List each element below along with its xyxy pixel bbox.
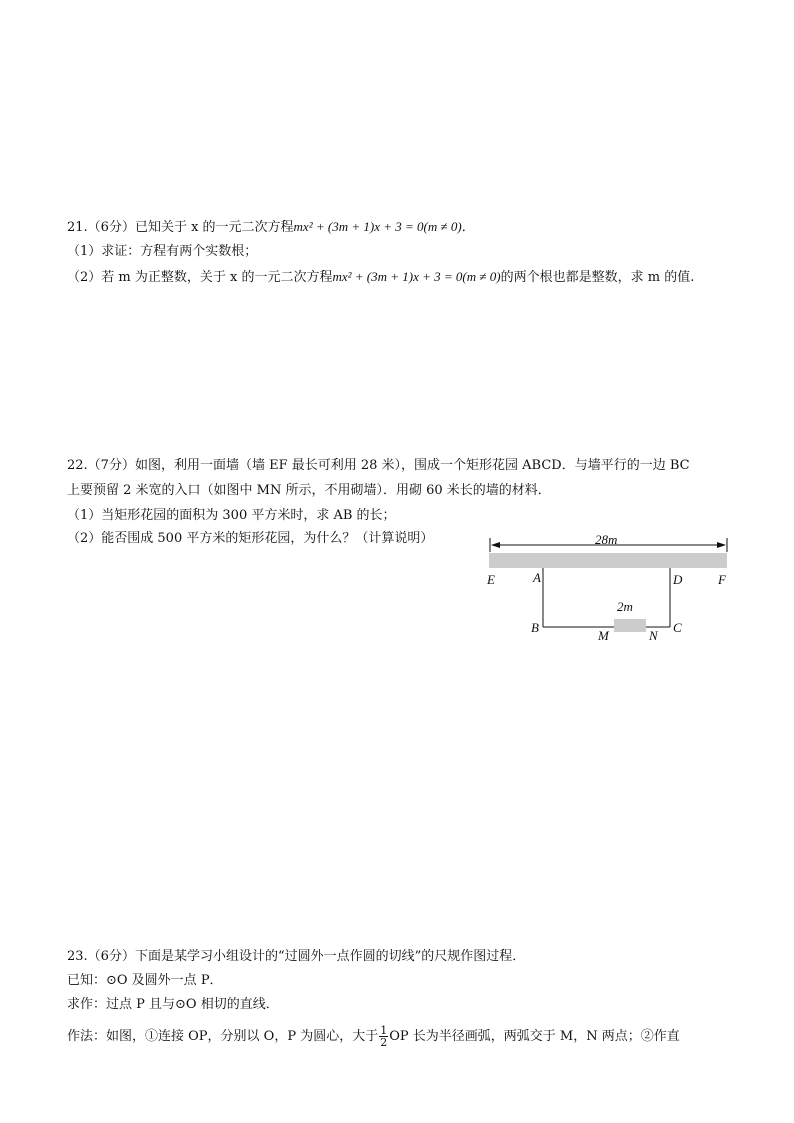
q21-intro: 21.（6分）已知关于 x 的一元二次方程 — [67, 220, 294, 235]
half-fraction — [379, 1025, 388, 1048]
label-f: F — [718, 572, 726, 587]
q22-line2: 上要预留 2 米宽的入口（如图中 MN 所示，不用砌墙）．用砌 60 米长的墙的材料． — [67, 483, 551, 498]
q22-line1: 22.（7分）如图，利用一面墙（墙 EF 最长可利用 28 米），围成一个矩形花园 ABCD．与墙平行的一边 BC — [67, 458, 690, 473]
q21-part2-equation: mx² + (3m + 1)x + 3 = 0(m ≠ 0) — [332, 269, 501, 284]
arrow-right-icon — [717, 542, 726, 548]
q21-intro-end: ． — [461, 220, 475, 235]
q23-given: 已知：⊙O 及圆外一点 P． — [67, 973, 223, 988]
label-d: D — [673, 572, 683, 587]
q21-part2-prefix: （2）若 m 为正整数，关于 x 的一元二次方程 — [67, 270, 333, 285]
label-2m: 2m — [617, 599, 633, 614]
q23-line1: 23.（6分）下面是某学习小组设计的“过圆外一点作圆的切线”的尺规作图过程． — [67, 949, 526, 964]
q23-method-suffix: OP 长为半径画弧，两弧交于 M，N 两点；②作直 — [389, 1029, 680, 1044]
label-b: B — [531, 620, 539, 635]
wall-ef — [489, 553, 727, 568]
q23-method — [67, 1025, 680, 1048]
q22-part2: （2）能否围成 500 平方米的矩形花园，为什么？（计算说明） — [67, 531, 434, 546]
q23-task: 求作：过点 P 且与⊙O 相切的直线． — [67, 997, 279, 1012]
label-28m: 28m — [595, 532, 618, 547]
fraction-denominator: 2 — [380, 1036, 388, 1049]
q21-part1: （1）求证：方程有两个实数根； — [67, 244, 258, 259]
q21-equation: mx² + (3m + 1)x + 3 = 0(m ≠ 0) — [293, 219, 462, 234]
entrance-mn — [614, 619, 646, 632]
q21-line1 — [67, 218, 475, 237]
label-a: A — [533, 570, 541, 585]
label-c: C — [673, 620, 682, 635]
label-m: M — [598, 628, 609, 643]
q21-part2-suffix: 的两个根也都是整数，求 m 的值. — [500, 270, 695, 285]
arrow-left-icon — [491, 542, 500, 548]
label-e: E — [487, 572, 495, 587]
q23-method-prefix: 作法：如图，①连接 OP，分别以 O，P 为圆心，大于 — [67, 1029, 379, 1044]
q21-part2 — [67, 268, 694, 287]
q22-part1: （1）当矩形花园的面积为 300 平方米时，求 AB 的长； — [67, 508, 396, 523]
label-n: N — [649, 628, 658, 643]
fraction-numerator: 1 — [380, 1024, 388, 1037]
